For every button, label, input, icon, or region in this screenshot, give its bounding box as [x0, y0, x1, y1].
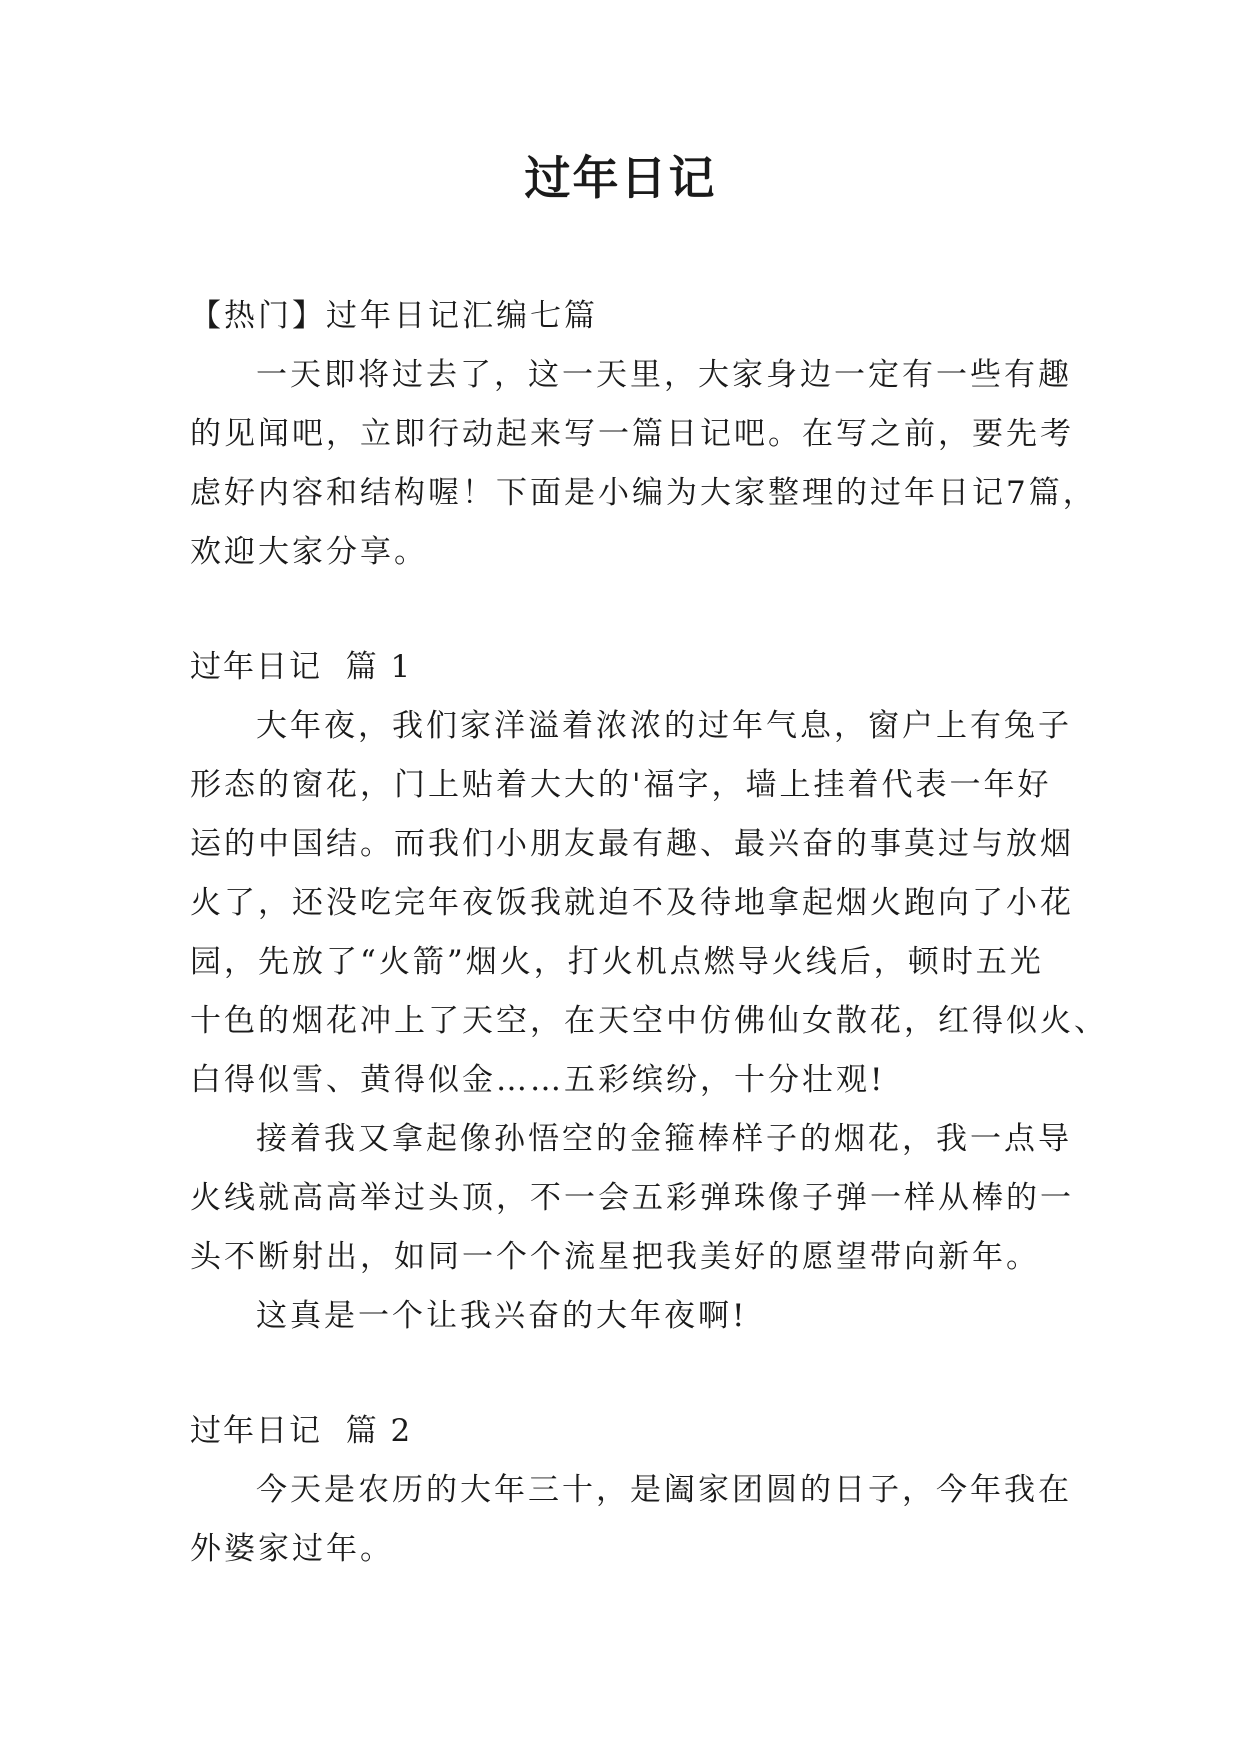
- intro-line: 虑好内容和结构喔！下面是小编为大家整理的过年日记7篇，: [190, 475, 1097, 511]
- section-1-paragraph-2: [190, 1110, 1074, 1287]
- section-spacer: [190, 582, 1060, 638]
- paragraph-line: 外婆家过年。: [190, 1531, 394, 1567]
- paragraph-line: 园，先放了“火箭”烟火，打火机点燃导火线后，顿时五光: [190, 944, 1044, 980]
- paragraph-line: 大年夜，我们家洋溢着浓浓的过年气息，窗户上有兔子: [256, 708, 1072, 744]
- intro-line: 欢迎大家分享。: [190, 534, 428, 570]
- section-1-heading: 过年日记 篇 1: [190, 649, 413, 685]
- paragraph-line: 十色的烟花冲上了天空，在天空中仿佛仙女散花，红得似火、: [190, 1003, 1108, 1039]
- paragraph-line: 头不断射出，如同一个个流星把我美好的愿望带向新年。: [190, 1239, 1040, 1275]
- paragraph-line: 接着我又拿起像孙悟空的金箍棒样子的烟花，我一点导: [256, 1121, 1072, 1157]
- intro-paragraph: [190, 346, 1097, 582]
- section-spacer: [190, 1346, 1060, 1402]
- section-1-paragraph-3: [190, 1287, 1060, 1346]
- paragraph-line: 这真是一个让我兴奋的大年夜啊!: [256, 1298, 748, 1334]
- document-body: [190, 287, 1108, 1579]
- subtitle-line: 【热门】过年日记汇编七篇: [190, 298, 598, 334]
- document-title: 过年日记: [524, 151, 717, 205]
- paragraph-line: 火线就高高举过头顶，不一会五彩弹珠像子弹一样从棒的一: [190, 1180, 1074, 1216]
- section-2-heading: 过年日记 篇 2: [190, 1413, 413, 1449]
- intro-line: 的见闻吧，立即行动起来写一篇日记吧。在写之前，要先考: [190, 416, 1074, 452]
- section-1-paragraph-1: [190, 697, 1108, 1110]
- paragraph-line: 今天是农历的大年三十，是阖家团圆的日子，今年我在: [256, 1472, 1072, 1508]
- paragraph-line: 火了，还没吃完年夜饭我就迫不及待地拿起烟火跑向了小花: [190, 885, 1074, 921]
- paragraph-line: 形态的窗花，门上贴着大大的'福字，墙上挂着代表一年好: [190, 767, 1052, 803]
- intro-line: 一天即将过去了，这一天里，大家身边一定有一些有趣: [256, 357, 1072, 393]
- section-2-paragraph-1: [190, 1461, 1072, 1579]
- paragraph-line: 白得似雪、黄得似金……五彩缤纷，十分壮观!: [190, 1062, 886, 1098]
- paragraph-line: 运的中国结。而我们小朋友最有趣、最兴奋的事莫过与放烟: [190, 826, 1074, 862]
